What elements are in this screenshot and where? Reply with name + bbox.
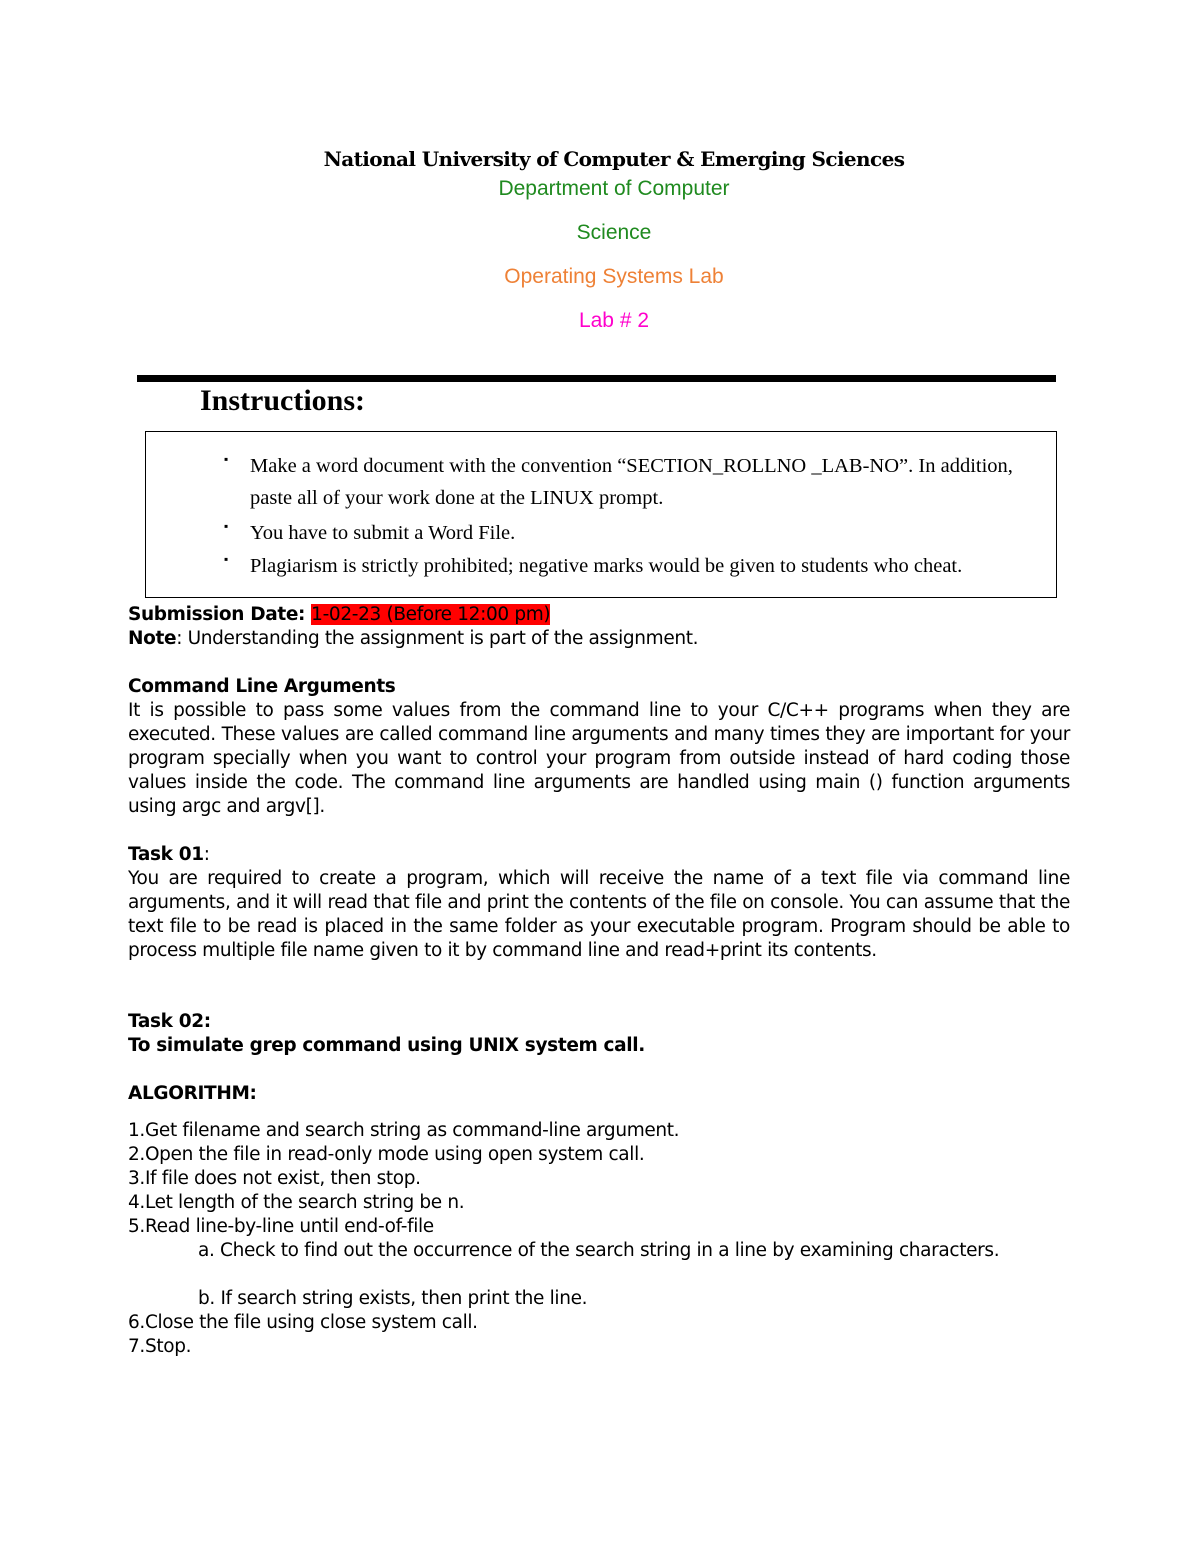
instruction-text: You have to submit a Word File. bbox=[250, 522, 516, 544]
instructions-box bbox=[145, 431, 1057, 598]
bullet-icon: ▪ bbox=[224, 452, 229, 466]
algorithm-step: 1.Get filename and search string as command-line argument. bbox=[128, 1120, 680, 1141]
algorithm-step: 7.Stop. bbox=[128, 1336, 192, 1357]
bullet-icon: ▪ bbox=[224, 519, 229, 533]
submission-line bbox=[128, 603, 1070, 627]
algorithm-step: 4.Let length of the search string be n. bbox=[128, 1192, 465, 1213]
algorithm-heading: ALGORITHM: bbox=[128, 1083, 257, 1104]
bullet-icon: ▪ bbox=[224, 552, 229, 566]
course-title: Operating Systems Lab bbox=[504, 265, 724, 288]
algorithm-step: 3.If file does not exist, then stop. bbox=[128, 1168, 421, 1189]
note-label: Note bbox=[128, 628, 177, 649]
algorithm-step: 2.Open the file in read-only mode using open system call. bbox=[128, 1144, 645, 1165]
instruction-text: Plagiarism is strictly prohibited; negative marks would be given to students who cheat. bbox=[250, 555, 963, 577]
command-line-paragraph: It is possible to pass some values from the command line to your C/C++ programs when they are executed. These values are called command line arguments and many times they are important for your program specially when you want to control your program from outside instead of hard coding those values inside the code. The command line arguments are handled using main () function arguments using argc and argv[]. bbox=[128, 700, 1070, 817]
note-line bbox=[128, 627, 1070, 651]
algorithm-step: 6.Close the file using close system call. bbox=[128, 1312, 478, 1333]
university-name: National University of Computer & Emerging Sciences bbox=[323, 147, 905, 171]
note-text: : Understanding the assignment is part of the assignment. bbox=[176, 628, 699, 649]
algorithm-step: 5.Read line-by-line until end-of-file bbox=[128, 1216, 434, 1237]
task01-paragraph: You are required to create a program, which will receive the name of a text file via command line arguments, and it will read that file and print the contents of the file on console. You can assume that the text file to be read is placed in the same folder as your executable program. Program should be able to process multiple file name given to it by command line and read+print its contents. bbox=[128, 868, 1070, 961]
algorithm-substep: b. If search string exists, then print the line. bbox=[198, 1288, 588, 1309]
submission-label: Submission Date: bbox=[128, 604, 312, 625]
lab-number: Lab # 2 bbox=[578, 309, 650, 332]
submission-date: 1-02-23 (Before 12:00 pm) bbox=[311, 604, 551, 625]
instruction-text: Make a word document with the convention “SECTION_ROLLNO _LAB-NO”. In addition, paste all of your work done at the LINUX prompt. bbox=[250, 455, 1013, 509]
algorithm-substep: a. Check to find out the occurrence of the search string in a line by examining characters. bbox=[198, 1240, 1000, 1261]
task02-subheading: To simulate grep command using UNIX system call. bbox=[128, 1035, 645, 1056]
horizontal-rule bbox=[137, 375, 1056, 382]
task01-heading: Task 01 bbox=[128, 844, 204, 865]
task01-colon: : bbox=[203, 844, 210, 865]
instructions-title: Instructions: bbox=[200, 384, 366, 417]
command-line-heading: Command Line Arguments bbox=[128, 676, 396, 697]
task01-heading-line bbox=[128, 843, 1070, 867]
task02-heading: Task 02: bbox=[128, 1011, 211, 1032]
department-line-1: Department of Computer bbox=[498, 177, 730, 200]
department-line-2: Science bbox=[576, 221, 652, 244]
